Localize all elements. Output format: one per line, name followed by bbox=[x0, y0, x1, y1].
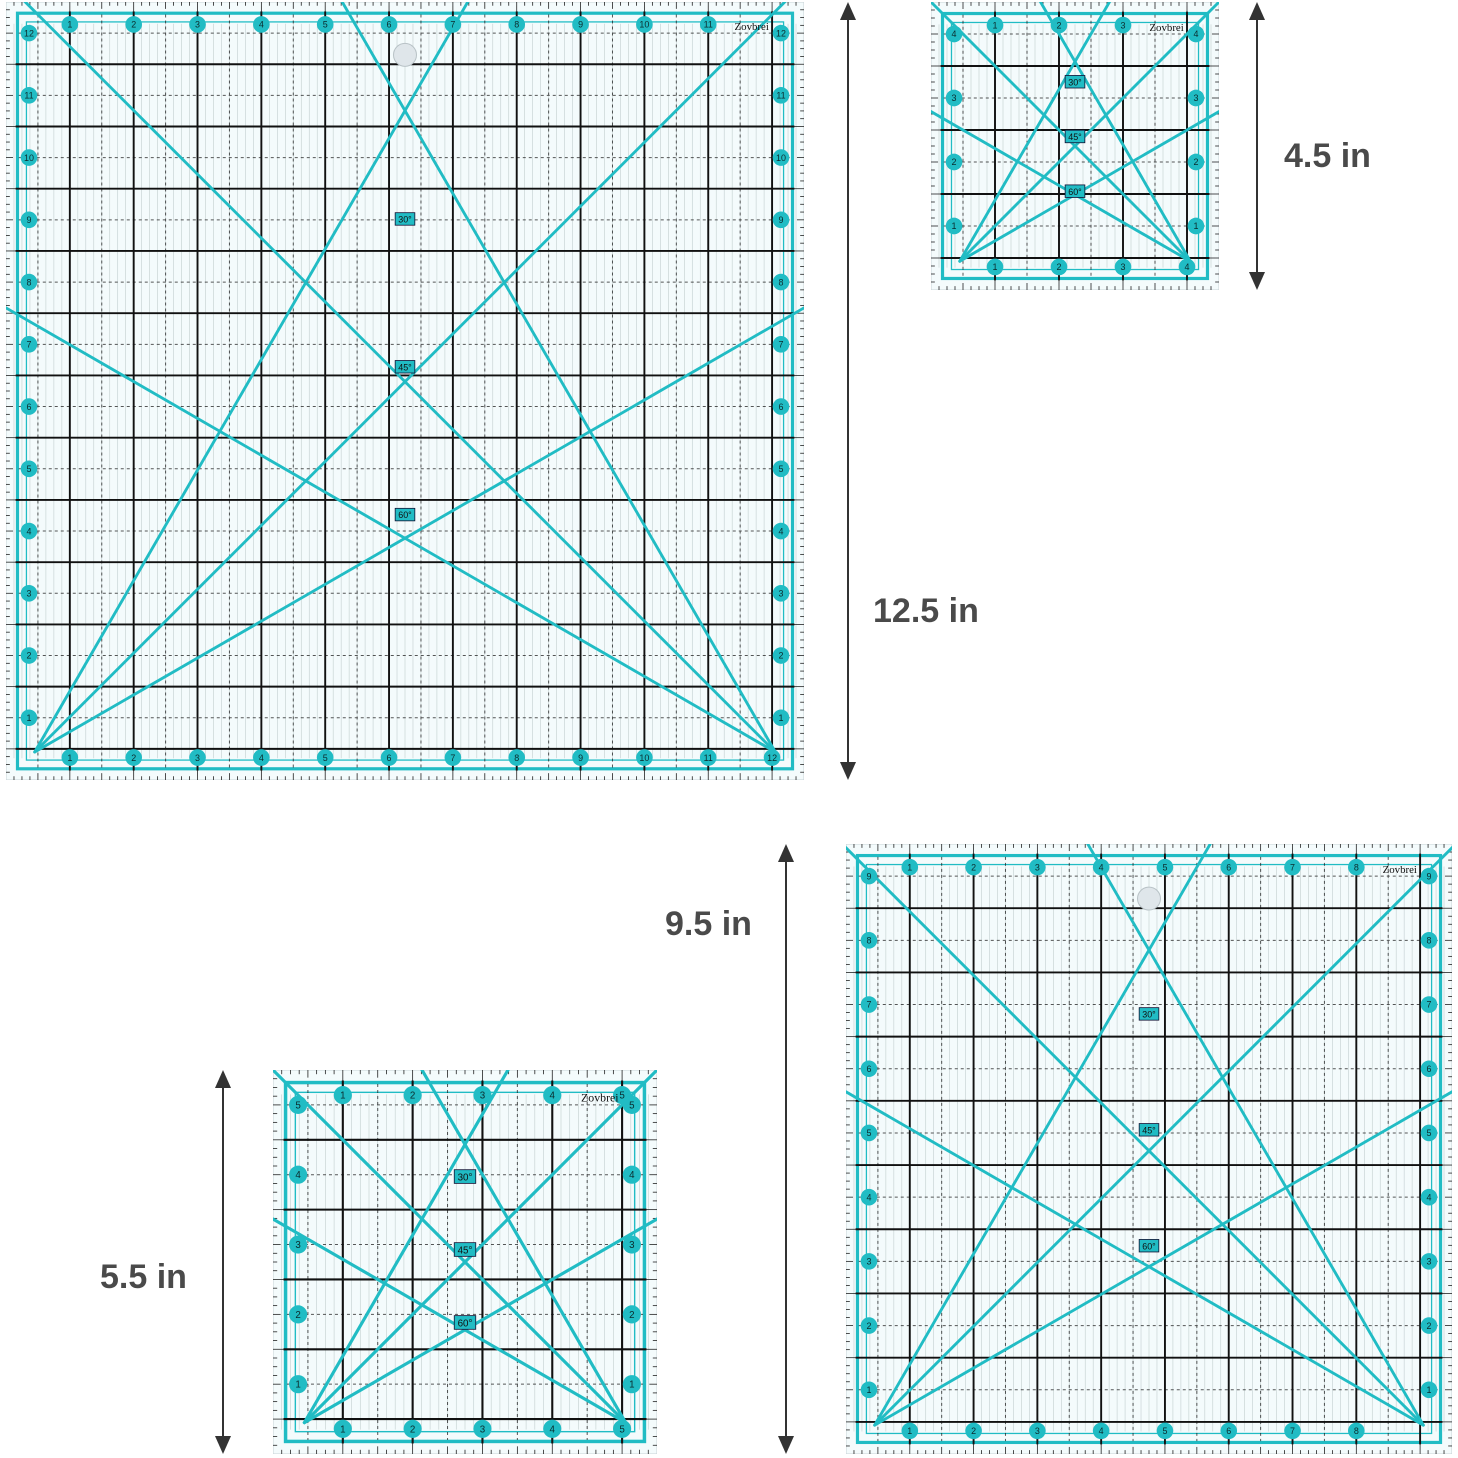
left-inch-number: 2 bbox=[951, 157, 957, 168]
ruler-5-5-inch bbox=[273, 1070, 657, 1454]
left-inch-number: 2 bbox=[866, 1320, 872, 1331]
right-inch-number: 1 bbox=[629, 1379, 635, 1391]
angle-label: 60° bbox=[1068, 186, 1082, 197]
bottom-inch-number: 1 bbox=[992, 262, 998, 273]
dimension-arrow-4-5 bbox=[1247, 2, 1267, 290]
top-inch-number: 8 bbox=[514, 19, 520, 30]
size-label-9-5: 9.5 in bbox=[665, 905, 752, 943]
size-label-4-5: 4.5 in bbox=[1284, 137, 1371, 175]
bottom-inch-number: 3 bbox=[1034, 1426, 1040, 1437]
right-inch-number: 9 bbox=[778, 215, 784, 226]
top-inch-number: 4 bbox=[1098, 862, 1104, 873]
top-inch-number: 5 bbox=[322, 19, 328, 30]
right-inch-number: 1 bbox=[1426, 1385, 1432, 1396]
angle-label: 30° bbox=[1068, 77, 1082, 88]
right-inch-number: 4 bbox=[629, 1170, 635, 1182]
right-inch-number: 9 bbox=[1426, 871, 1432, 882]
right-inch-number: 6 bbox=[778, 401, 784, 412]
right-inch-number: 3 bbox=[1193, 93, 1199, 104]
brand-logo: Zovbrei bbox=[1149, 21, 1184, 34]
right-inch-number: 2 bbox=[1426, 1320, 1432, 1331]
angle-label: 60° bbox=[1142, 1241, 1156, 1252]
left-inch-number: 4 bbox=[866, 1192, 872, 1203]
left-inch-number: 9 bbox=[26, 215, 32, 226]
top-inch-number: 2 bbox=[409, 1090, 416, 1102]
left-inch-number: 3 bbox=[866, 1256, 872, 1267]
left-inch-number: 4 bbox=[26, 526, 32, 537]
left-inch-number: 7 bbox=[866, 999, 872, 1010]
top-inch-number: 4 bbox=[258, 19, 264, 30]
arrow-head-up bbox=[778, 844, 794, 862]
left-inch-number: 1 bbox=[951, 221, 957, 232]
hanging-hole bbox=[394, 43, 417, 66]
brand-logo: Zovbrei bbox=[581, 1090, 619, 1105]
right-inch-number: 5 bbox=[1426, 1128, 1432, 1139]
right-inch-number: 6 bbox=[1426, 1063, 1432, 1074]
left-inch-number: 5 bbox=[866, 1128, 872, 1139]
left-inch-number: 3 bbox=[951, 93, 957, 104]
bottom-inch-number: 5 bbox=[619, 1424, 625, 1436]
dimension-arrow-5-5 bbox=[213, 1070, 233, 1454]
bottom-inch-number: 6 bbox=[386, 752, 392, 763]
bottom-inch-number: 3 bbox=[479, 1424, 486, 1436]
left-inch-number: 6 bbox=[866, 1063, 872, 1074]
top-inch-number: 11 bbox=[703, 19, 713, 30]
top-inch-number: 10 bbox=[639, 19, 650, 30]
left-inch-number: 5 bbox=[295, 1100, 301, 1112]
bottom-inch-number: 2 bbox=[409, 1424, 416, 1436]
bottom-inch-number: 12 bbox=[767, 752, 778, 763]
arrow-head-down bbox=[215, 1436, 231, 1454]
right-inch-number: 4 bbox=[1193, 29, 1199, 40]
top-inch-number: 1 bbox=[907, 862, 913, 873]
bottom-inch-number: 4 bbox=[258, 752, 264, 763]
right-inch-number: 12 bbox=[776, 28, 786, 39]
top-inch-number: 2 bbox=[971, 862, 977, 873]
angle-label: 45° bbox=[1142, 1125, 1156, 1136]
ruler-12-5-inch bbox=[6, 2, 804, 780]
right-inch-number: 1 bbox=[1193, 221, 1199, 232]
left-inch-number: 4 bbox=[295, 1170, 301, 1182]
size-label-12-5: 12.5 in bbox=[873, 592, 979, 630]
left-inch-number: 1 bbox=[26, 712, 32, 723]
angle-label: 60° bbox=[457, 1318, 473, 1330]
hanging-hole bbox=[1138, 887, 1161, 910]
top-inch-number: 3 bbox=[195, 19, 201, 30]
angle-label: 45° bbox=[398, 362, 412, 373]
top-inch-number: 3 bbox=[1034, 862, 1040, 873]
arrow-head-down bbox=[840, 762, 856, 780]
angle-label: 45° bbox=[1068, 132, 1082, 143]
bottom-inch-number: 5 bbox=[322, 752, 328, 763]
bottom-inch-number: 3 bbox=[195, 752, 201, 763]
right-inch-number: 3 bbox=[778, 588, 784, 599]
arrow-head-up bbox=[215, 1070, 231, 1088]
brand-logo: Zovbrei bbox=[1382, 863, 1417, 876]
top-inch-number: 2 bbox=[1056, 20, 1062, 31]
bottom-inch-number: 8 bbox=[514, 752, 520, 763]
ruler-4-5-inch bbox=[931, 2, 1219, 290]
right-inch-number: 8 bbox=[1426, 935, 1432, 946]
bottom-inch-number: 1 bbox=[907, 1426, 913, 1437]
right-inch-number: 7 bbox=[1426, 999, 1432, 1010]
right-inch-number: 2 bbox=[629, 1309, 635, 1321]
arrow-head-down bbox=[1249, 272, 1265, 290]
arrow-head-up bbox=[840, 2, 856, 20]
top-inch-number: 7 bbox=[450, 19, 456, 30]
bottom-inch-number: 4 bbox=[549, 1424, 555, 1436]
left-inch-number: 8 bbox=[26, 277, 32, 288]
angle-label: 30° bbox=[457, 1172, 473, 1184]
top-inch-number: 3 bbox=[1120, 20, 1126, 31]
left-inch-number: 4 bbox=[951, 29, 957, 40]
ruler-9-5-inch bbox=[846, 844, 1452, 1454]
bottom-inch-number: 10 bbox=[639, 752, 650, 763]
left-inch-number: 3 bbox=[26, 588, 32, 599]
bottom-inch-number: 2 bbox=[1056, 262, 1062, 273]
top-inch-number: 4 bbox=[549, 1090, 555, 1102]
left-inch-number: 3 bbox=[295, 1240, 301, 1252]
left-inch-number: 12 bbox=[24, 28, 34, 39]
right-inch-number: 3 bbox=[629, 1240, 635, 1252]
right-inch-number: 11 bbox=[776, 90, 786, 101]
left-inch-number: 10 bbox=[24, 152, 34, 163]
angle-label: 30° bbox=[398, 214, 412, 225]
angle-label: 60° bbox=[398, 510, 412, 521]
bottom-inch-number: 4 bbox=[1184, 262, 1190, 273]
right-inch-number: 2 bbox=[778, 650, 784, 661]
angle-label: 45° bbox=[457, 1245, 473, 1257]
bottom-inch-number: 2 bbox=[131, 752, 137, 763]
top-inch-number: 6 bbox=[386, 19, 392, 30]
right-inch-number: 10 bbox=[776, 152, 786, 163]
bottom-inch-number: 3 bbox=[1120, 262, 1126, 273]
dimension-arrow-9-5 bbox=[776, 844, 796, 1454]
bottom-inch-number: 11 bbox=[703, 752, 713, 763]
bottom-inch-number: 6 bbox=[1226, 1426, 1232, 1437]
arrow-head-down bbox=[778, 1436, 794, 1454]
bottom-inch-number: 5 bbox=[1162, 1426, 1168, 1437]
left-inch-number: 1 bbox=[866, 1385, 872, 1396]
dimension-arrow-12-5 bbox=[838, 2, 858, 780]
left-inch-number: 7 bbox=[26, 339, 32, 350]
top-inch-number: 1 bbox=[992, 20, 998, 31]
top-inch-number: 1 bbox=[67, 19, 73, 30]
right-inch-number: 5 bbox=[778, 464, 784, 475]
right-inch-number: 3 bbox=[1426, 1256, 1432, 1267]
top-inch-number: 3 bbox=[479, 1090, 486, 1102]
left-inch-number: 5 bbox=[26, 464, 32, 475]
angle-label: 30° bbox=[1142, 1009, 1156, 1020]
top-inch-number: 5 bbox=[619, 1090, 625, 1102]
left-inch-number: 8 bbox=[866, 935, 872, 946]
brand-logo: Zovbrei bbox=[734, 21, 769, 34]
size-label-5-5: 5.5 in bbox=[100, 1258, 187, 1296]
bottom-inch-number: 8 bbox=[1353, 1426, 1359, 1437]
bottom-inch-number: 1 bbox=[340, 1424, 346, 1436]
left-inch-number: 2 bbox=[295, 1309, 301, 1321]
bottom-inch-number: 1 bbox=[67, 752, 73, 763]
top-inch-number: 7 bbox=[1290, 862, 1296, 873]
top-inch-number: 1 bbox=[340, 1090, 346, 1102]
top-inch-number: 6 bbox=[1226, 862, 1232, 873]
arrow-head-up bbox=[1249, 2, 1265, 20]
right-inch-number: 5 bbox=[629, 1100, 635, 1112]
bottom-inch-number: 7 bbox=[450, 752, 456, 763]
bottom-inch-number: 9 bbox=[578, 752, 584, 763]
top-inch-number: 5 bbox=[1162, 862, 1168, 873]
right-inch-number: 8 bbox=[778, 277, 784, 288]
left-inch-number: 1 bbox=[295, 1379, 301, 1391]
top-inch-number: 2 bbox=[131, 19, 137, 30]
right-inch-number: 2 bbox=[1193, 157, 1199, 168]
bottom-inch-number: 4 bbox=[1098, 1426, 1104, 1437]
bottom-inch-number: 2 bbox=[971, 1426, 977, 1437]
top-inch-number: 9 bbox=[578, 19, 584, 30]
left-inch-number: 9 bbox=[866, 871, 872, 882]
left-inch-number: 2 bbox=[26, 650, 32, 661]
right-inch-number: 4 bbox=[778, 526, 784, 537]
right-inch-number: 1 bbox=[778, 712, 784, 723]
right-inch-number: 7 bbox=[778, 339, 784, 350]
top-inch-number: 8 bbox=[1353, 862, 1359, 873]
right-inch-number: 4 bbox=[1426, 1192, 1432, 1203]
left-inch-number: 11 bbox=[24, 90, 34, 101]
bottom-inch-number: 7 bbox=[1290, 1426, 1296, 1437]
left-inch-number: 6 bbox=[26, 401, 32, 412]
